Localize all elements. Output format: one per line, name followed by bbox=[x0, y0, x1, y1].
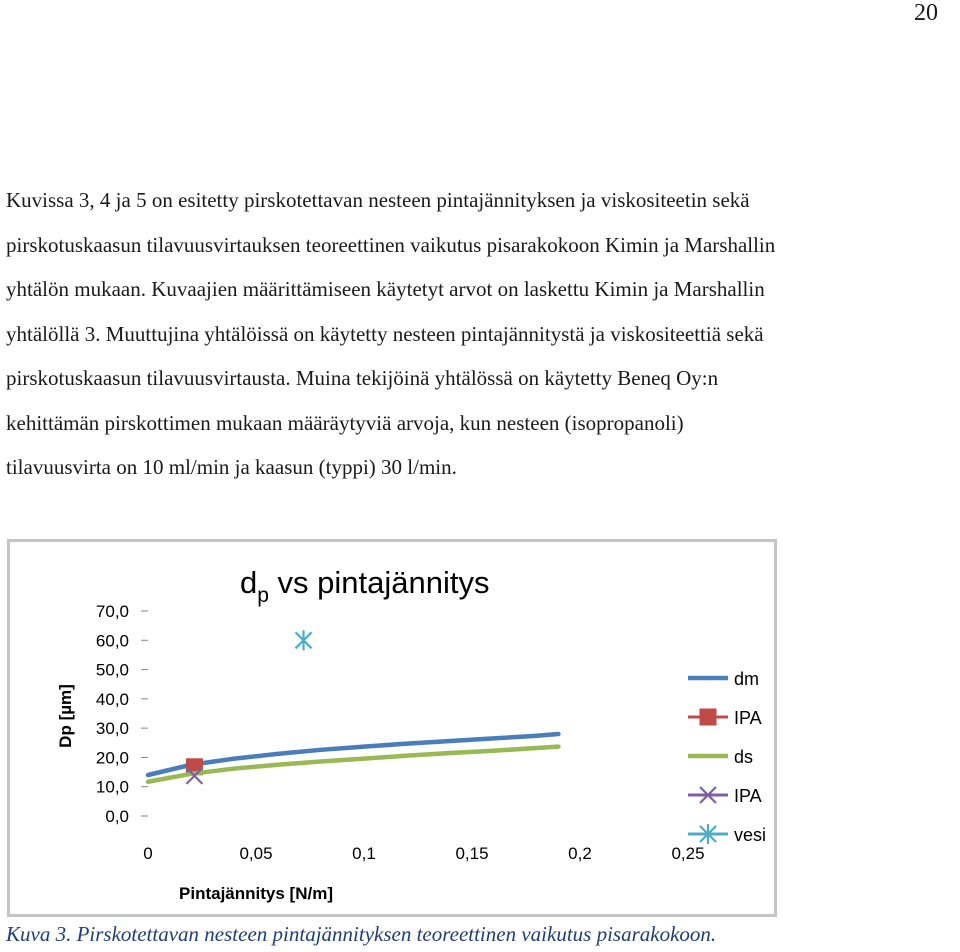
x-tick-label: 0 bbox=[143, 844, 153, 863]
paragraph-line: pirskotuskaasun tilavuusvirtauksen teoreettinen vaikutus pisarakokoon Kimin ja Marshallin bbox=[6, 232, 776, 257]
x-tick-label: 0,25 bbox=[671, 844, 705, 863]
y-tick-label: 0,0 bbox=[105, 807, 129, 826]
paragraph-line: pirskotuskaasun tilavuusvirtausta. Muina tekijöinä yhtälössä on käytetty Beneq Oy:n bbox=[6, 366, 719, 390]
paragraph-line: kehittämän pirskottimen mukaan määräytyviä arvoja, kun nesteen (isopropanoli) bbox=[6, 410, 684, 435]
paragraph-line: yhtälön mukaan. Kuvaajien määrittämiseen käytetyt arvot on laskettu Kimin ja Marshallin bbox=[6, 277, 765, 301]
legend-label-IPA: IPA bbox=[734, 708, 762, 728]
data-point-vesi bbox=[296, 630, 312, 650]
y-tick-label: 50,0 bbox=[95, 660, 129, 680]
page-number: 20 bbox=[914, 0, 938, 26]
legend-label-IPA: IPA bbox=[734, 786, 762, 806]
paragraph-line: tilavuusvirta on 10 ml/min ja kaasun (typpi) 30 l/min. bbox=[6, 455, 457, 479]
y-tick-label: 70,0 bbox=[95, 602, 129, 621]
y-tick-label: 10,0 bbox=[95, 777, 129, 797]
series-line-dm bbox=[148, 734, 558, 775]
y-tick-label: 60,0 bbox=[95, 631, 129, 651]
x-tick-label: 0,1 bbox=[352, 844, 376, 863]
y-axis-title: Dp [µm] bbox=[56, 684, 75, 748]
body-paragraph bbox=[6, 178, 951, 490]
y-tick-label: 20,0 bbox=[95, 748, 129, 768]
legend-label-ds: ds bbox=[734, 747, 754, 767]
x-tick-label: 0,2 bbox=[568, 844, 592, 863]
x-tick-label: 0,15 bbox=[455, 844, 489, 863]
chart-frame bbox=[7, 539, 777, 917]
x-tick-label: 0,05 bbox=[239, 844, 273, 863]
paragraph-line: yhtälöllä 3. Muuttujina yhtälöissä on käytetty nesteen pintajännitystä ja viskositeettiä sekä bbox=[6, 321, 764, 346]
x-axis-title: Pintajännitys [N/m] bbox=[179, 884, 333, 903]
legend-marker-IPA bbox=[700, 709, 716, 725]
chart-title: $d_p$ vs pintajännitys bbox=[240, 565, 490, 607]
y-tick-label: 30,0 bbox=[95, 719, 129, 739]
figure-caption: Kuva 3. Pirskotettavan nesteen pintajännityksen teoreettinen vaikutus pisarakokoon. bbox=[6, 922, 717, 946]
y-tick-label: 40,0 bbox=[95, 689, 129, 709]
legend-label-dm: dm bbox=[734, 669, 760, 689]
legend-label-vesi: vesi bbox=[734, 825, 767, 845]
chart-svg bbox=[10, 542, 774, 914]
paragraph-line: Kuvissa 3, 4 ja 5 on esitetty pirskotettavan nesteen pintajännityksen ja viskositeetin sekä bbox=[6, 188, 750, 212]
